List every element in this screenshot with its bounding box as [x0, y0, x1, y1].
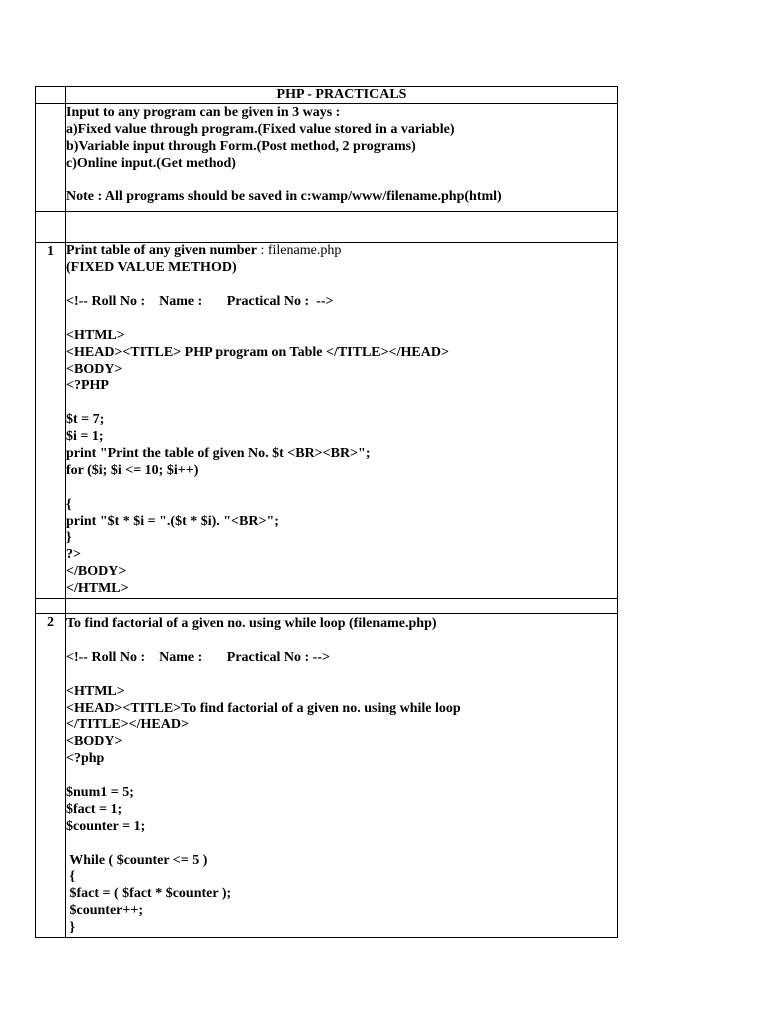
practical-heading-bold: To find factorial of a given no. using while loop (filename.php) — [66, 616, 437, 632]
code-line: </BODY> — [66, 564, 127, 580]
code-line: </TITLE></HEAD> — [66, 717, 189, 733]
code-line — [66, 311, 617, 328]
code-line: print "Print the table of given No. $t <BR><BR>"; — [66, 446, 371, 462]
code-line: } — [66, 920, 76, 936]
code-block — [66, 633, 617, 937]
code-block — [66, 260, 617, 598]
code-line: <BODY> — [66, 361, 123, 377]
code-line: <!-- Roll No : Name : Practical No : --> — [66, 294, 334, 310]
code-line — [66, 480, 617, 497]
code-line: <?php — [66, 751, 105, 767]
code-line — [66, 277, 617, 294]
intro-note: Note : All programs should be saved in c:wamp/www/filename.php(html) — [66, 189, 502, 205]
code-line: $counter = 1; — [66, 818, 146, 834]
code-line: <HTML> — [66, 683, 125, 699]
code-line — [66, 395, 617, 412]
code-line — [66, 667, 617, 684]
practicals-table — [35, 86, 618, 938]
intro-line: Input to any program can be given in 3 ways : — [66, 105, 341, 120]
intro-line: b)Variable input through Form.(Post method, 2 programs) — [66, 138, 416, 154]
intro-line: c)Online input.(Get method) — [66, 155, 236, 171]
spacer-content-cell — [66, 599, 618, 614]
intro-row — [36, 104, 618, 212]
code-line: $fact = 1; — [66, 801, 123, 817]
code-line: } — [66, 530, 72, 546]
spacer-row — [36, 212, 618, 243]
code-line: $t = 7; — [66, 412, 105, 428]
practical-heading — [66, 616, 617, 633]
practical-heading — [66, 243, 617, 260]
practical-heading-bold: Print table of any given number — [66, 243, 257, 259]
intro-number-cell — [36, 104, 66, 212]
spacer-row — [36, 599, 618, 614]
practical-row-2 — [36, 614, 618, 938]
code-line: <HEAD><TITLE> PHP program on Table </TITLE></HEAD> — [66, 344, 449, 360]
intro-line — [66, 173, 617, 190]
code-line: $num1 = 5; — [66, 784, 134, 800]
code-line: $i = 1; — [66, 429, 104, 445]
code-line — [66, 768, 617, 785]
code-line: <HEAD><TITLE>To find factorial of a given no. using while loop — [66, 700, 461, 716]
code-line: print "$t * $i = ".($t * $i). "<BR>"; — [66, 513, 279, 529]
practical-content — [66, 243, 618, 599]
code-line: <?PHP — [66, 378, 109, 394]
title-row — [36, 87, 618, 104]
code-line — [66, 633, 617, 650]
code-line: for ($i; $i <= 10; $i++) — [66, 462, 199, 478]
code-line: ?> — [66, 547, 81, 563]
code-line: { — [66, 496, 72, 512]
code-line: <BODY> — [66, 734, 123, 750]
practical-number: 2 — [36, 614, 66, 938]
spacer-number-cell — [36, 212, 66, 243]
code-line: $fact = ( $fact * $counter ); — [66, 886, 232, 902]
spacer-content-cell — [66, 212, 618, 243]
code-line: <HTML> — [66, 327, 125, 343]
code-line: (FIXED VALUE METHOD) — [66, 260, 237, 276]
title-number-cell — [36, 87, 66, 104]
code-line: </HTML> — [66, 581, 129, 597]
practical-content — [66, 614, 618, 938]
practical-row-1 — [36, 243, 618, 599]
practical-heading-filename: : filename.php — [256, 243, 342, 259]
document-title: PHP - PRACTICALS — [66, 87, 618, 104]
code-line: While ( $counter <= 5 ) — [66, 852, 208, 868]
spacer-number-cell — [36, 599, 66, 614]
intro-content — [66, 104, 618, 212]
code-line — [66, 836, 617, 853]
intro-line: a)Fixed value through program.(Fixed value stored in a variable) — [66, 121, 455, 137]
code-line: { — [66, 869, 76, 885]
practical-number: 1 — [36, 243, 66, 599]
code-line: <!-- Roll No : Name : Practical No : --> — [66, 649, 330, 665]
code-line: $counter++; — [66, 903, 143, 919]
